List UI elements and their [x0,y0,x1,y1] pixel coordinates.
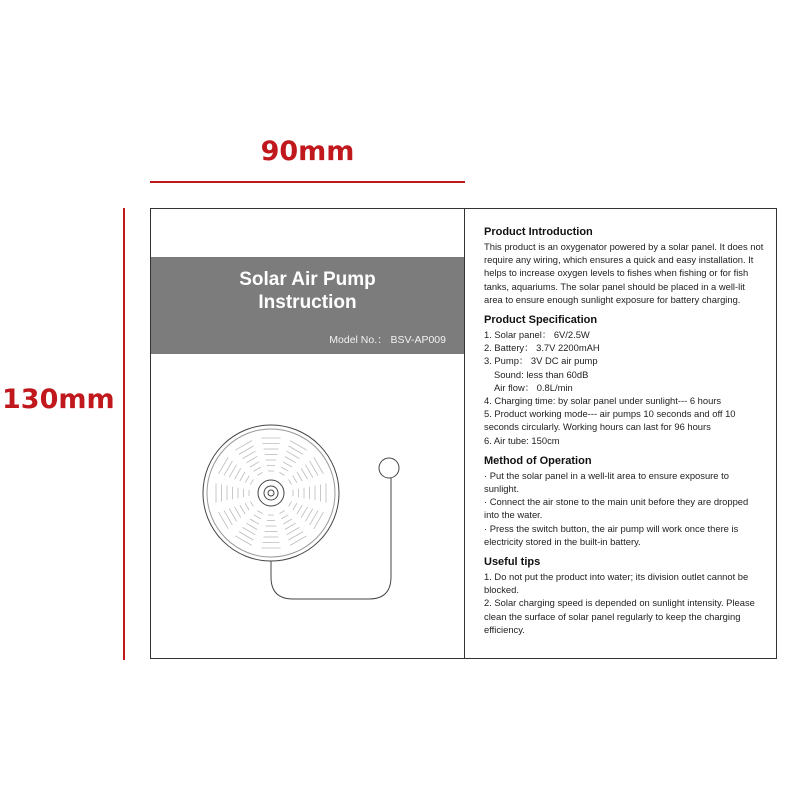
operation-step-1: · Put the solar panel in a well-lit area to ensure exposure to sunlight. [484,469,729,495]
height-dimension-line [123,208,125,660]
height-dimension-label: 130mm [2,384,115,415]
spec-item-air-tube: 6. Air tube: 150cm [484,434,560,446]
solar-cell-line [246,523,257,529]
tip-2: 2. Solar charging speed is depended on sunlight intensity. Please clean the surface of solar panel regularly to keep the charging efficiency. [484,597,755,635]
solar-cell-line [243,451,256,458]
solar-cell-line [254,515,261,519]
instructions-column [484,225,764,643]
solar-cell-line [235,468,241,479]
tips-title: Useful tips [484,556,541,569]
model-number: Model No.： BSV-AP009 [329,334,446,346]
solar-cell-line [250,519,259,524]
cover-title [151,268,464,314]
solar-cell-line [289,501,292,506]
cover-title-line1: Solar Air Pump [239,269,376,290]
solar-cell-line [229,509,236,522]
solar-cell-line [240,472,245,481]
spec-item-solar-panel: 1. Solar panel： 6V/2.5W [484,329,590,341]
solar-cell-line [250,479,253,484]
tips-section [484,555,764,636]
cover-title-line2: Instruction [258,292,357,313]
solar-cell-line [257,511,262,514]
solar-cell-line [297,472,302,481]
solar-cell-line [250,501,253,506]
panel-hub-center [268,490,274,496]
spec-item-working-mode: 5. Product working mode--- air pumps 10 seconds and off 10 seconds circularly. Working hours can last for 96 hours [484,408,736,433]
solar-cell-line [243,527,256,534]
solar-cell-line [305,465,312,478]
solar-cell-line [245,476,249,483]
spec-item-pump: 3. Pump： 3V DC air pump [484,355,598,367]
tip-1: 1. Do not put the product into water; its division outlet cannot be blocked. [484,571,749,596]
spec-item-battery: 2. Battery： 3.7V 2200mAH [484,342,600,354]
width-dimension-line [150,181,465,183]
spec-item-charging-time: 4. Charging time: by solar panel under sunlight--- 6 hours [484,395,722,407]
operation-step-3: · Press the switch button, the air pump will work once there is electricity stored in the built-in battery. [484,522,739,547]
solar-cell-line [287,527,300,534]
solar-cell-line [283,519,292,524]
operation-step-2: · Connect the air stone to the main unit before they are dropped into the water. [484,496,749,521]
air-stone [379,458,399,478]
solar-cell-line [246,457,257,463]
solar-cell-line [301,507,307,518]
solar-cell-line [285,457,296,463]
solar-cell-line [287,451,300,458]
intro-text: This product is an oxygenator powered by a solar panel. It does not require any wiring, which ensures a quick and easy installation. It helps to increase oxygen levels to fishes when fishing or for fish tanks, aquariums. The solar panel should be placed in a well-lit area to ensure enough sunlight exposure for battery charging. [484,241,764,305]
solar-cell-line [235,507,241,518]
solar-panel-disc [203,425,339,561]
spec-item-air-flow: Air flow： 0.8L/min [494,381,573,393]
solar-cell-line [285,523,296,529]
solar-cell-line [245,503,249,510]
solar-cell-line [281,467,288,471]
solar-cell-line [297,505,302,514]
column-divider [464,209,465,658]
instruction-sheet [150,208,777,659]
solar-cell-line [240,505,245,514]
solar-cell-line [279,472,284,475]
intro-section [484,225,764,306]
solar-cell-line [257,472,262,475]
solar-cell-line [293,476,297,483]
solar-cell-line [250,462,259,467]
operation-section [484,454,764,548]
cover-title-band [151,257,464,354]
intro-title: Product Introduction [484,226,593,238]
air-tube [271,477,391,599]
solar-cell-line [293,503,297,510]
spec-item-sound: Sound: less than 60dB [494,368,589,380]
solar-cell-line [283,462,292,467]
width-dimension-label: 90mm [260,136,355,167]
solar-cell-line [281,515,288,519]
operation-title: Method of Operation [484,454,592,467]
solar-cell-line [279,511,284,514]
solar-air-pump-illustration [151,419,464,609]
solar-cell-line [305,509,312,522]
solar-cell-line [289,479,292,484]
spec-section [484,313,764,447]
solar-cell-line [229,465,236,478]
solar-cell-line [254,467,261,471]
solar-cell-line [301,468,307,479]
spec-title: Product Specification [484,314,598,327]
